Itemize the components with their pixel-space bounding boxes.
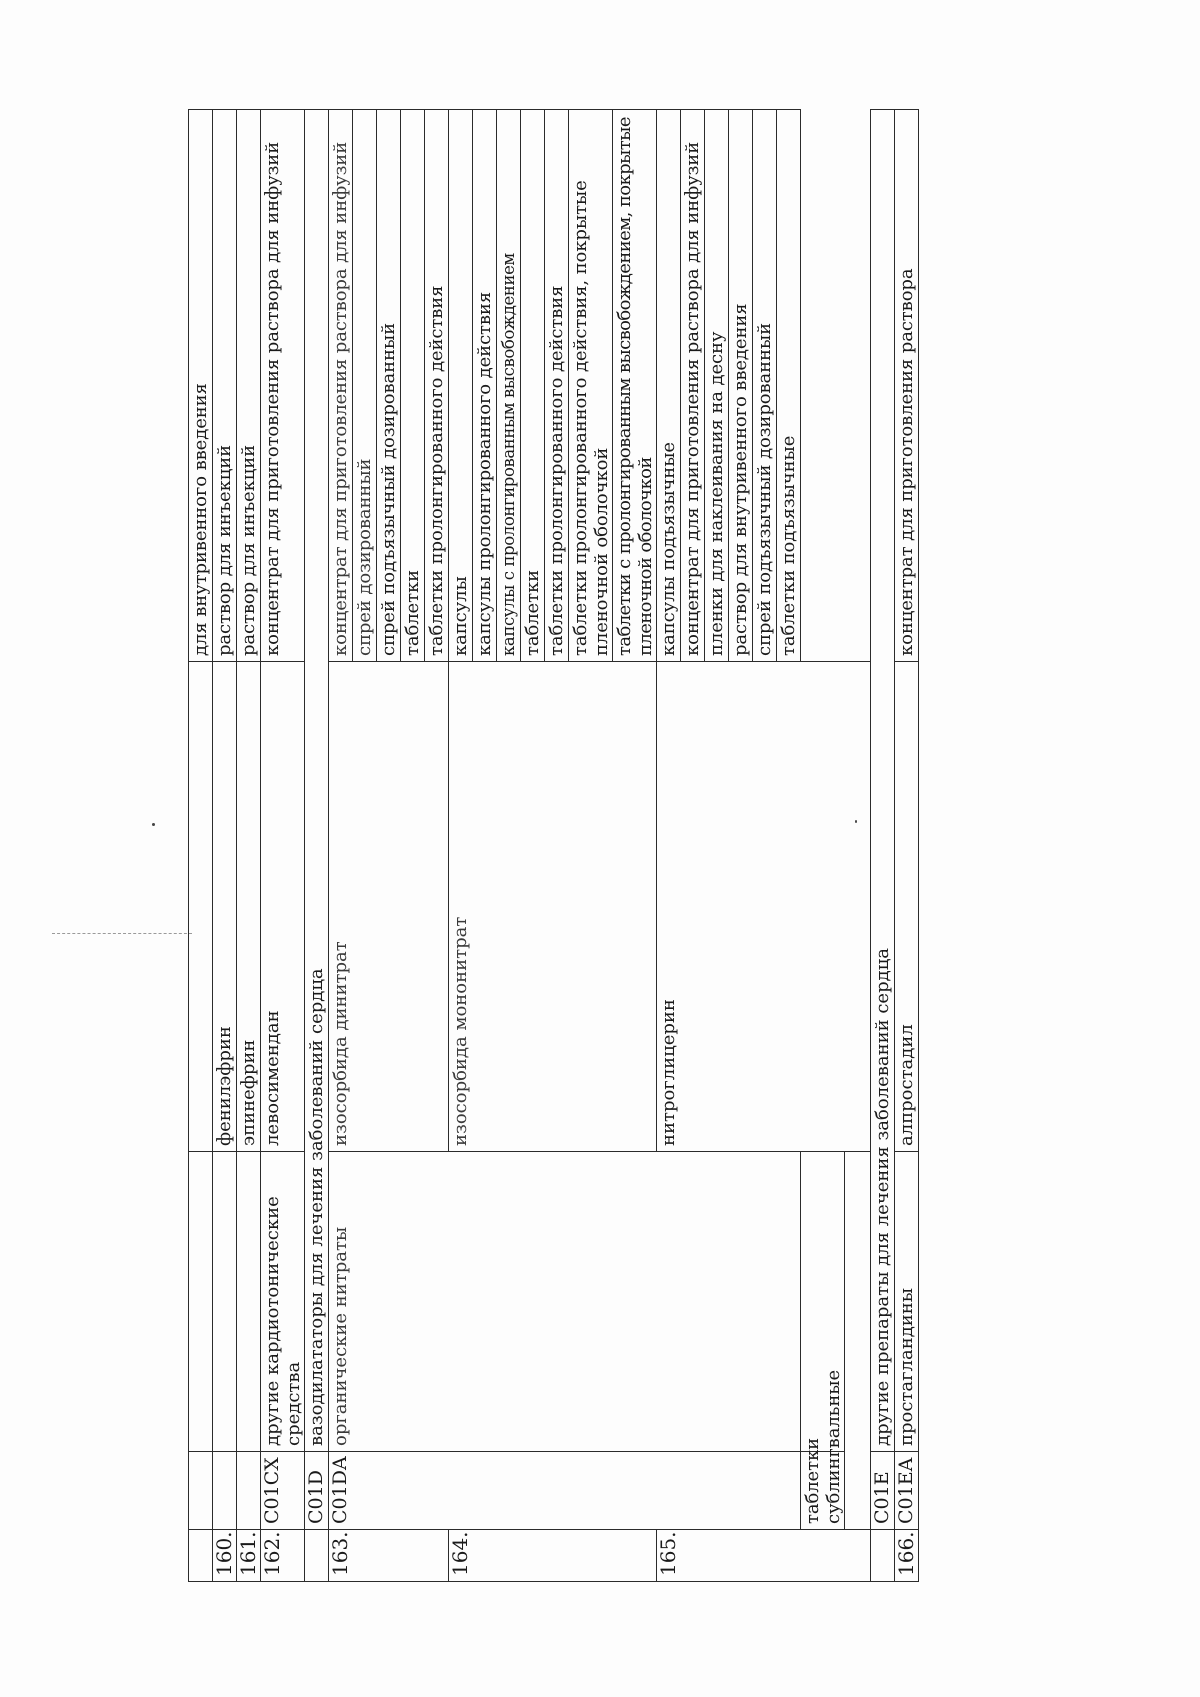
dosage-form: спрей подъязычный дозированный: [377, 110, 401, 662]
scan-artifact-line: [52, 933, 192, 934]
rotated-document-page: [188, 110, 1091, 1582]
atc-group: [189, 1152, 213, 1452]
empty-cell: [845, 662, 871, 1530]
table-row: [189, 110, 213, 1582]
dosage-form: таблетки пролонгированного действия: [545, 110, 569, 662]
dosage-form: таблетки: [401, 110, 425, 662]
table-row: [895, 110, 919, 1582]
table-row: [305, 110, 329, 1582]
row-number: 161.: [237, 1530, 261, 1582]
dosage-form: таблетки пролонгированного действия: [425, 110, 449, 662]
row-number: [189, 1530, 213, 1582]
dosage-form: таблетки с пролонгированным высвобождением, покрытые пленочной оболочкой: [613, 110, 657, 662]
drug-name: нитроглицерин: [657, 662, 871, 1152]
row-number: 160.: [213, 1530, 237, 1582]
table-row: [261, 110, 305, 1582]
drug-name: изосорбида мононитрат: [449, 662, 657, 1152]
table-row: [213, 110, 237, 1582]
dosage-form: капсулы подъязычные: [657, 110, 681, 662]
dosage-form: раствор для инъекций: [237, 110, 261, 662]
atc-code: C01EA: [895, 1452, 919, 1530]
dosage-form: концентрат для приготовления раствора: [895, 110, 919, 662]
row-number: 163.: [329, 1530, 449, 1582]
dosage-form: раствор для внутривенного введения: [729, 110, 753, 662]
table-row: [329, 110, 353, 1582]
dosage-form: таблетки сублингвальные: [801, 1452, 845, 1530]
dosage-form: капсулы пролонгированного действия: [473, 110, 497, 662]
atc-group-heading: вазодилататоры для лечения заболеваний сердца: [305, 110, 329, 1452]
atc-code: C01CX: [261, 1452, 305, 1530]
drug-name: левосимендан: [261, 662, 305, 1152]
dosage-form: концентрат для приготовления раствора для инфузий: [261, 110, 305, 662]
table-row: [845, 110, 871, 1582]
atc-code: [213, 1452, 237, 1530]
dosage-form: пленки для наклеивания на десну: [705, 110, 729, 662]
atc-code: [237, 1452, 261, 1530]
row-number: 162.: [261, 1530, 305, 1582]
table-row: [237, 110, 261, 1582]
drug-list-table: [188, 109, 919, 1582]
scan-speck: [152, 823, 155, 826]
atc-group: органические нитраты: [329, 1152, 801, 1452]
row-number: [305, 1530, 329, 1582]
atc-code: C01DA: [329, 1452, 801, 1530]
drug-name: [189, 662, 213, 1152]
drug-name: изосорбида динитрат: [329, 662, 449, 1152]
dosage-form: капсулы с пролонгированным высвобождением: [497, 110, 521, 662]
dosage-form: таблетки: [521, 110, 545, 662]
drug-name: эпинефрин: [237, 662, 261, 1152]
row-number: 165.: [657, 1530, 871, 1582]
drug-name: алпростадил: [895, 662, 919, 1152]
atc-code: C01E: [871, 1452, 895, 1530]
dosage-form: таблетки пролонгированного действия, покрытые пленочной оболочкой: [569, 110, 613, 662]
dosage-form: спрей подъязычный дозированный: [753, 110, 777, 662]
atc-group: [237, 1152, 261, 1452]
table-row: [871, 110, 895, 1582]
row-number: [871, 1530, 895, 1582]
dosage-form: раствор для инъекций: [213, 110, 237, 662]
atc-code: [189, 1452, 213, 1530]
dosage-form: для внутривенного введения: [189, 110, 213, 662]
atc-group: другие кардиотонические средства: [261, 1152, 305, 1452]
dosage-form: таблетки подъязычные: [777, 110, 801, 662]
dosage-form: спрей дозированный: [353, 110, 377, 662]
row-number: 164.: [449, 1530, 657, 1582]
row-number: 166.: [895, 1530, 919, 1582]
dosage-form: капсулы: [449, 110, 473, 662]
atc-group: [213, 1152, 237, 1452]
drug-name: фенилэфрин: [213, 662, 237, 1152]
atc-code: C01D: [305, 1452, 329, 1530]
atc-group: простагландины: [895, 1152, 919, 1452]
dosage-form: концентрат для приготовления раствора для инфузий: [681, 110, 705, 662]
dosage-form: концентрат для приготовления раствора для инфузий: [329, 110, 353, 662]
atc-group-heading: другие препараты для лечения заболеваний сердца: [871, 110, 895, 1452]
